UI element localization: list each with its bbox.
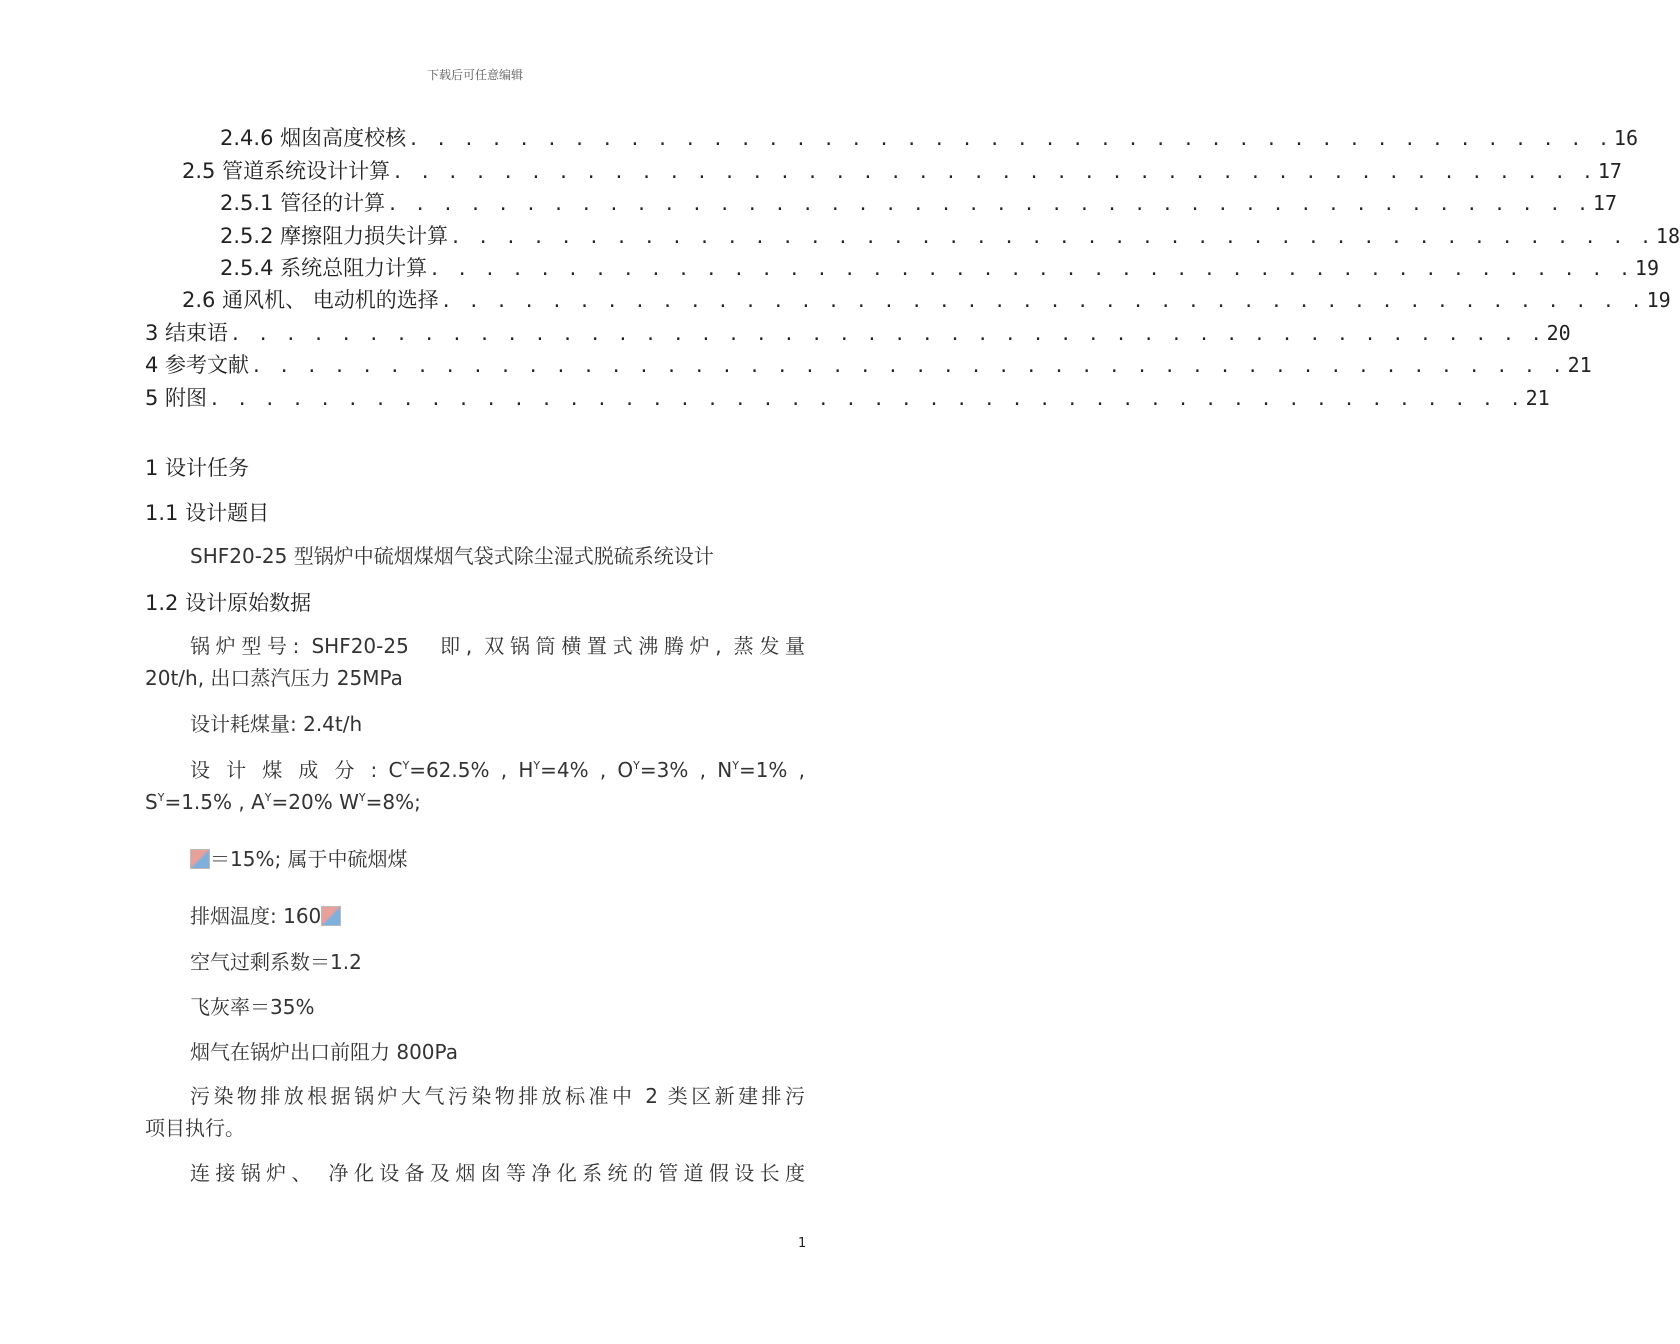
toc-leader: . . . . . . . . . . . . . . . . . . . . . . . . . . . . . . . . . . . . . . . . . . . . [408, 129, 1612, 150]
boiler-model-paragraph [145, 630, 805, 694]
excess-air-text: 空气过剩系数＝1.2 [190, 950, 362, 974]
section-heading-1-2: 1.2 设计原始数据 [145, 591, 312, 615]
toc-label: 2.5 管道系统设计计算 [182, 159, 391, 183]
section-heading-1-1: 1.1 设计题目 [145, 501, 270, 525]
volatile-text: ＝15%; 属于中硫烟煤 [210, 847, 408, 871]
toc-page-number: 21 [1525, 386, 1550, 410]
toc-page-number: 20 [1546, 321, 1571, 345]
toc-entry[interactable] [145, 317, 1571, 345]
exhaust-temp-line [190, 900, 850, 932]
toc-leader: . . . . . . . . . . . . . . . . . . . . . . . . . . . . . . . . . . . . . . . . . . . . . . . . [230, 324, 1545, 345]
toc-entry[interactable] [145, 349, 1592, 377]
comp-h: $H^Y=4\%$ [518, 758, 589, 782]
toc-leader: . . . . . . . . . . . . . . . . . . . . . . . . . . . . . . . . . . . . . . . . . . . . . . . . [209, 389, 1524, 410]
toc-page-number: 17 [1592, 191, 1618, 215]
toc-page-number: 18 [1655, 224, 1680, 248]
toc-label: 2.5.4 系统总阻力计算 [220, 256, 428, 280]
coal-usage-text: 设计耗煤量: 2.4t/h [190, 712, 363, 736]
toc-label: 2.6 通风机、 电动机的选择 [182, 288, 439, 312]
coal-composition-paragraph [145, 754, 805, 818]
composition-line-2: $S^Y=1.5\%$ , $A^Y=20\%$ $W^Y=8\%$; [145, 790, 421, 814]
toc-label: 4 参考文献 [145, 353, 250, 377]
toc-label: 3 结束语 [145, 321, 229, 345]
toc-entry[interactable] [220, 220, 1680, 248]
toc-leader: . . . . . . . . . . . . . . . . . . . . . . . . . . . . . . . . . . . . . . . . . . . . . . . . [251, 356, 1566, 377]
toc-page-number: 19 [1646, 288, 1671, 312]
toc-entry[interactable] [145, 382, 1550, 410]
emission-paragraph [145, 1080, 805, 1144]
toc-label: 2.5.2 摩擦阻力损失计算 [220, 224, 449, 248]
page-header: 下载后可任意编辑 [426, 68, 523, 82]
composition-line-1: 设 计 煤 成 分 : $C^Y=62.5\%$ , $H^Y=4\%$ , $O^Y=3\%$ , $N^Y=1\%$ , [190, 758, 806, 782]
toc-page-number: 21 [1567, 353, 1592, 377]
boiler-line-2: 20t/h, 出口蒸汽压力 25MPa [145, 666, 403, 690]
resistance-text: 烟气在锅炉出口前阻力 800Pa [190, 1040, 458, 1064]
toc-leader: . . . . . . . . . . . . . . . . . . . . . . . . . . . . . . . . . . . . . . . . . . . . [450, 227, 1654, 248]
comp-a: $A^Y=20\%$ [251, 790, 333, 814]
toc-entry[interactable] [182, 284, 1671, 312]
broken-image-icon [321, 906, 341, 926]
toc-page-number: 17 [1597, 159, 1622, 183]
comp-c: $C^Y=62.5\%$ [388, 758, 490, 782]
volatile-matter-line [190, 843, 850, 875]
comp-n: $N^Y=1\%$ [717, 758, 788, 782]
toc-page-number: 16 [1613, 126, 1639, 150]
comp-w: $W^Y=8\%$; [339, 790, 421, 814]
page-number: 1 [798, 1236, 807, 1251]
design-title-text: SHF20-25 型锅炉中硫烟煤烟气袋式除尘湿式脱硫系统设计 [190, 544, 714, 568]
exhaust-temp-text: 排烟温度: 160 [190, 904, 322, 928]
toc-page-number: 19 [1634, 256, 1660, 280]
emission-line-1: 污染物排放根据锅炉大气污染物排放标准中 2 类区新建排污 [190, 1084, 805, 1108]
toc-entry[interactable] [220, 252, 1660, 280]
comp-s: $S^Y=1.5\%$ [145, 790, 233, 814]
emission-line-2: 项目执行。 [145, 1116, 245, 1140]
toc-leader: . . . . . . . . . . . . . . . . . . . . . . . . . . . . . . . . . . . . . . . . . . . . [440, 291, 1645, 312]
toc-entry[interactable] [220, 187, 1618, 215]
fly-ash-text: 飞灰率＝35% [190, 995, 315, 1019]
pipe-line: 连接锅炉、 净化设备及烟囱等净化系统的管道假设长度 [190, 1161, 805, 1185]
toc-label: 5 附图 [145, 386, 208, 410]
section-heading-1: 1 设计任务 [145, 456, 250, 480]
comp-o: $O^Y=3\%$ [617, 758, 689, 782]
toc-leader: . . . . . . . . . . . . . . . . . . . . . . . . . . . . . . . . . . . . . . . . . . . . [392, 162, 1596, 183]
toc-label: 2.4.6 烟囱高度校核 [220, 126, 407, 150]
toc-leader: . . . . . . . . . . . . . . . . . . . . . . . . . . . . . . . . . . . . . . . . . . . . [387, 194, 1591, 215]
toc-leader: . . . . . . . . . . . . . . . . . . . . . . . . . . . . . . . . . . . . . . . . . . . . [429, 259, 1633, 280]
pipe-paragraph [145, 1157, 805, 1189]
toc-label: 2.5.1 管径的计算 [220, 191, 386, 215]
boiler-line-1: 锅炉型号: SHF20-25 即, 双锅筒横置式沸腾炉, 蒸发量 [190, 634, 805, 658]
composition-prefix: 设 计 煤 成 分 : [190, 758, 389, 782]
broken-image-icon [190, 849, 210, 869]
toc-entry[interactable] [182, 155, 1622, 183]
toc-entry[interactable] [220, 122, 1639, 150]
